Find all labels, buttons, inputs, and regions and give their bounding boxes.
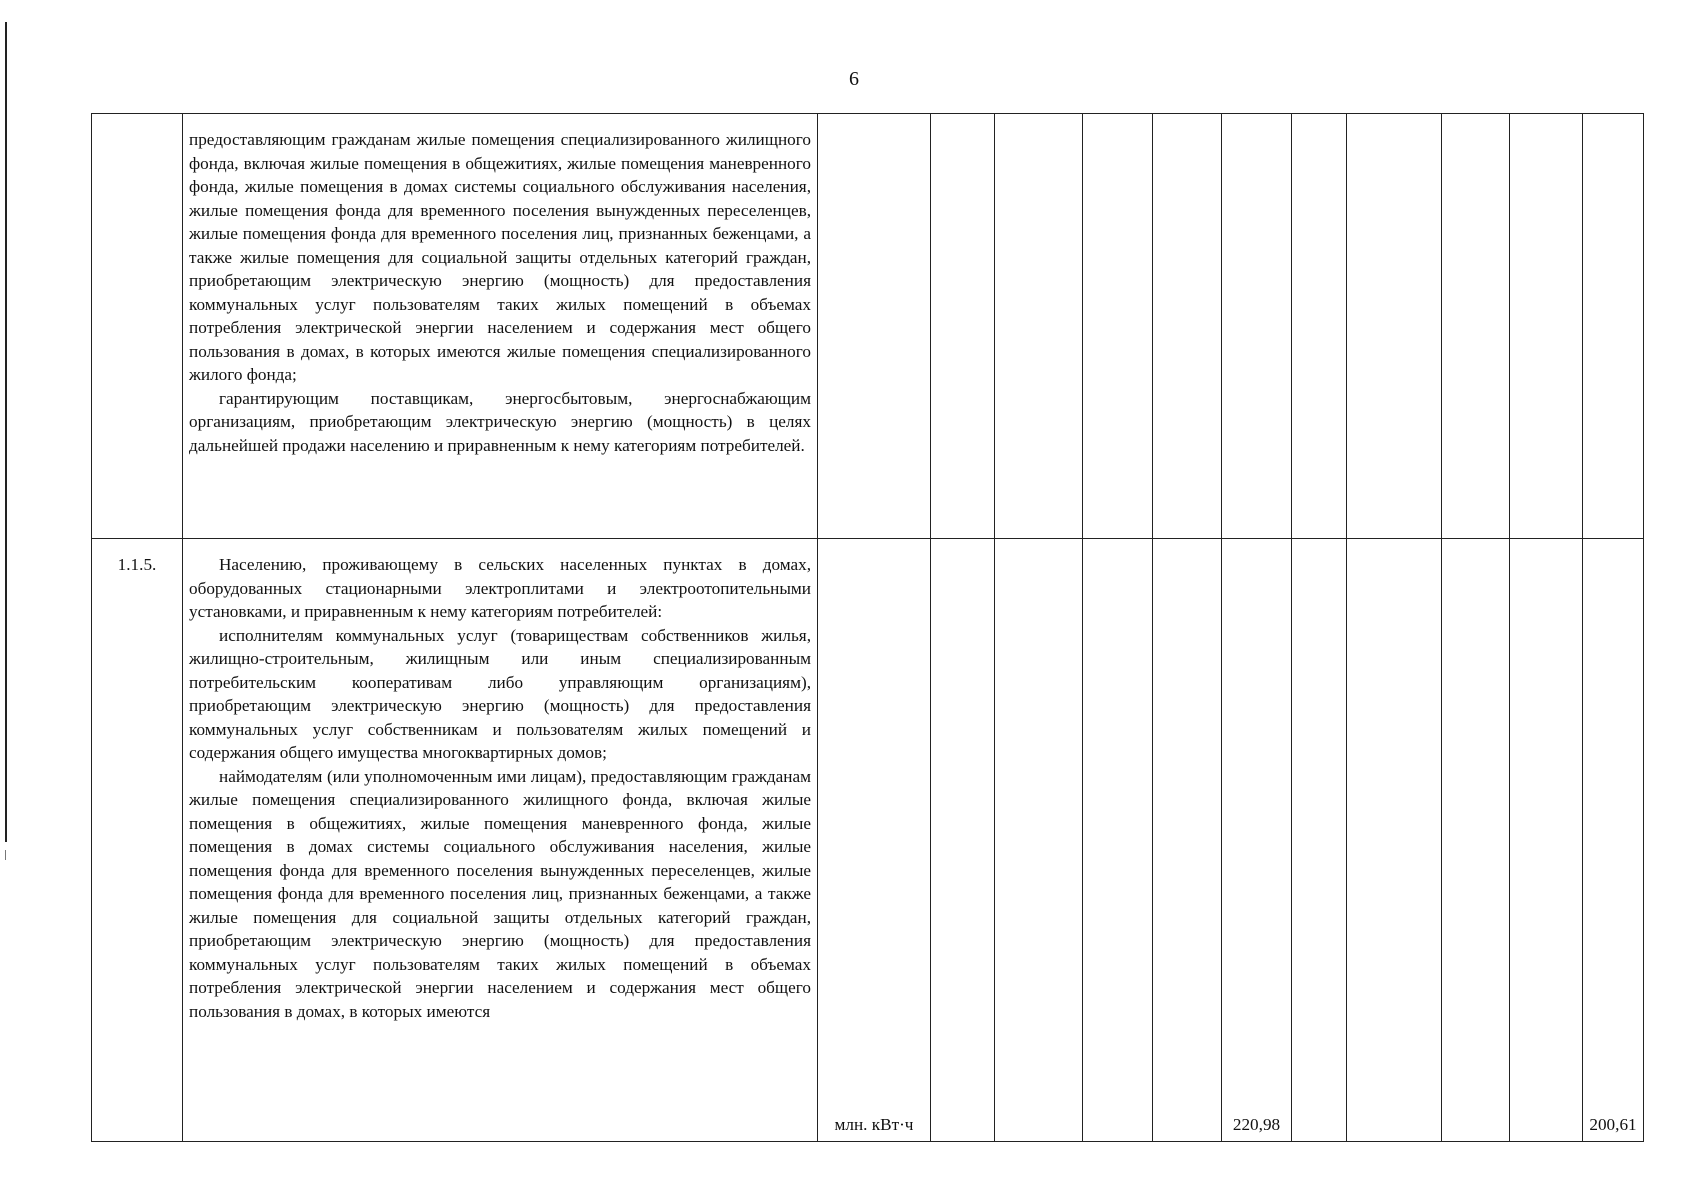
row-description [183, 114, 818, 539]
value-cell [1083, 539, 1153, 1142]
left-margin-line [5, 22, 7, 842]
value-cell [1083, 114, 1153, 539]
value-cell [1442, 539, 1510, 1142]
value-cell [1292, 539, 1347, 1142]
value-cell [1442, 114, 1510, 539]
row-number [92, 114, 183, 539]
unit-cell [818, 114, 931, 539]
value-cell [1153, 114, 1222, 539]
value-cell [995, 114, 1083, 539]
value-cell [995, 539, 1083, 1142]
value-cell [1583, 114, 1644, 539]
paragraph: исполнителям коммунальных услуг (товариществам собственников жилья, жилищно-строительным, жилищным или иным специализированным потребительским кооперативам либо управляющим организациям), приобретающим электрическую энергию (мощность) для предоставления коммунальных услуг собственникам и пользователям жилых помещений и содержания общего имущества многоквартирных домов; [189, 625, 811, 762]
value-cell [1153, 539, 1222, 1142]
value-cell [1510, 539, 1583, 1142]
value-cell [1292, 114, 1347, 539]
row-number: 1.1.5. [92, 539, 183, 1142]
value-cell: 200,61 [1583, 539, 1644, 1142]
value-cell [931, 539, 995, 1142]
value-cell [1222, 114, 1292, 539]
left-margin-mark [5, 850, 6, 860]
table-row [92, 539, 1644, 1142]
paragraph: предоставляющим гражданам жилые помещения специализированного жилищного фонда, включая жилые помещения в общежитиях, жилые помещения маневренного фонда, жилые помещения в домах системы социального обслуживания населения, жилые помещения фонда для временного поселения вынужденных переселенцев, жилые помещения фонда для временного поселения лиц, признанных беженцами, а также жилые помещения для социальной защиты отдельных категорий граждан, приобретающим электрическую энергию (мощность) для предоставления коммунальных услуг пользователям таких жилых помещений в объемах потребления электрической энергии населением и содержания мест общего пользования в домах, в которых имеются жилые помещения специализированного жилого фонда; [189, 130, 811, 384]
paragraph: наймодателям (или уполномоченным ими лицам), предоставляющим гражданам жилые помещения специализированного жилищного фонда, включая жилые помещения в общежитиях, жилые помещения маневренного фонда, жилые помещения в домах системы социального обслуживания населения, жилые помещения фонда для временного поселения вынужденных переселенцев, жилые помещения фонда для временного поселения лиц, признанных беженцами, а также жилые помещения для социальной защиты отдельных категорий граждан, приобретающим электрическую энергию (мощность) для предоставления коммунальных услуг пользователям таких жилых помещений в объемах потребления электрической энергии населением и содержания мест общего пользования в домах, в которых имеются [189, 766, 811, 1021]
row-description [183, 539, 818, 1142]
paragraph: Населению, проживающему в сельских населенных пунктах в домах, оборудованных стационарными электроплитами и электроотопительными установками, и приравненным к нему категориям потребителей: [189, 555, 811, 621]
unit-cell: млн. кВт·ч [818, 539, 931, 1142]
value-cell [1347, 114, 1442, 539]
value-cell [1347, 539, 1442, 1142]
paragraph: гарантирующим поставщикам, энергосбытовым, энергоснабжающим организациям, приобретающим электрическую энергию (мощность) в целях дальнейшей продажи населению и приравненным к нему категориям потребителей. [189, 388, 811, 455]
table-row [92, 114, 1644, 539]
value-cell [1510, 114, 1583, 539]
value-cell: 220,98 [1222, 539, 1292, 1142]
tariff-table [91, 113, 1644, 1142]
page-number: 6 [849, 68, 859, 90]
value-cell [931, 114, 995, 539]
